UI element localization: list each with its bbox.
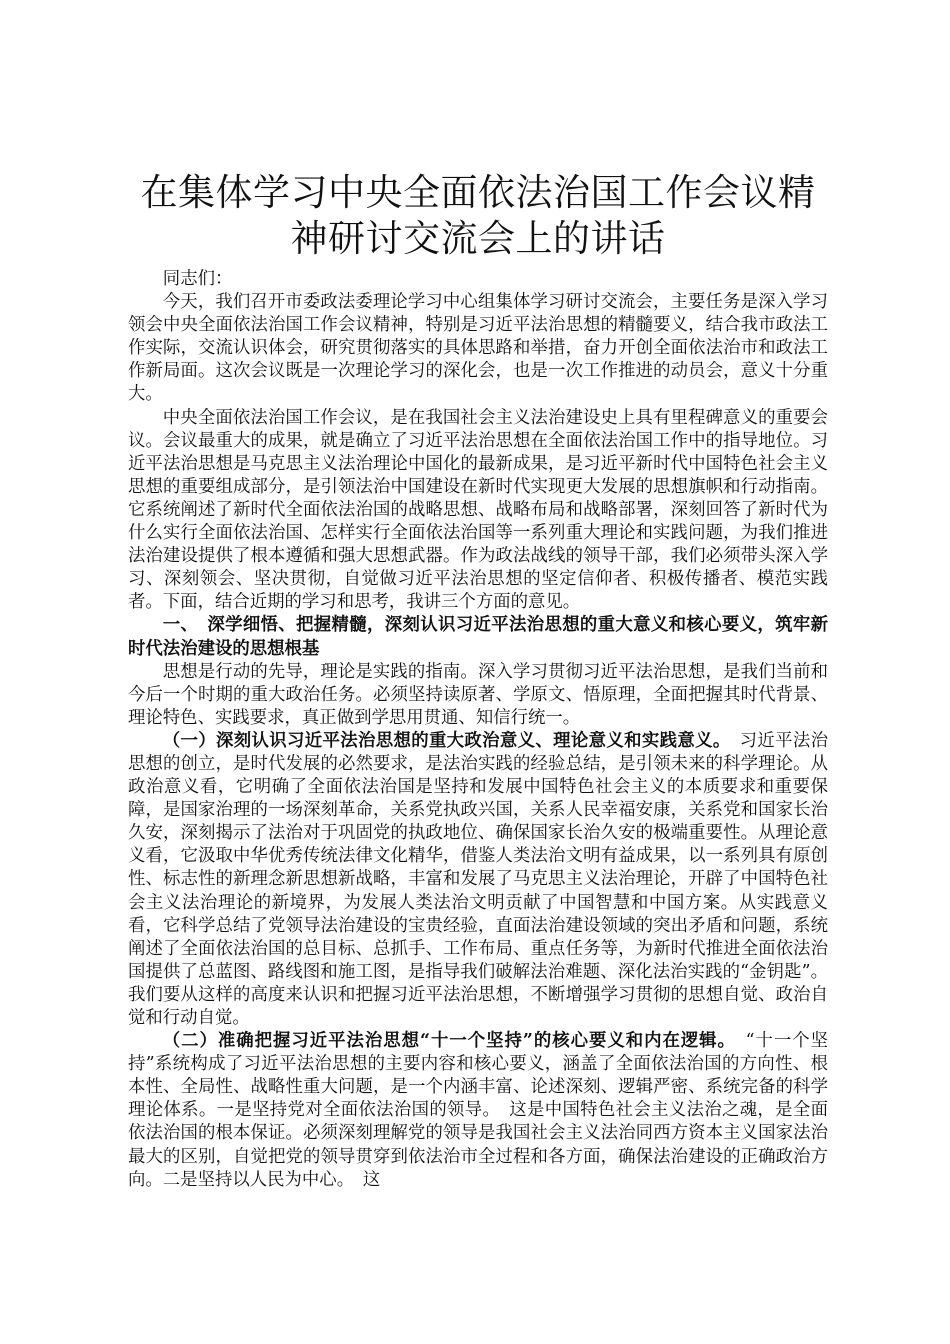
paragraph-thought-guide: 思想是行动的先导，理论是实践的指南。深入学习贯彻习近平法治思想，是我们当前和今后一个时期的重大政治任务。必须坚持读原著、学原文、悟原理，全面把握其时代背景、理论特色、实践要求，真正做到学思用贯通、知信行统一。 (128, 661, 828, 728)
subsection-heading-2: （二）准确把握习近平法治思想“十一个坚持”的核心要义和内在逻辑。 (162, 1031, 728, 1052)
document-page (128, 170, 828, 1192)
document-title: 在集体学习中央全面依法治国工作会议精神研讨交流会上的讲话 (140, 171, 816, 260)
subsection-text-2: “十一个坚持”系统构成了习近平法治思想的主要内容和核心要义，涵盖了全面依法治国的方向性、根本性、全局性、战略性重大问题，是一个内涵丰富、论述深刻、逻辑严密、系统完备的科学理论体系。一是坚持党对全面依法治国的领导。 这是中国特色社会主义法治之魂，是全面依法治国的根本保证。必须深刻理解党的领导是我国社会主义法治同西方资本主义国家法治最大的区别，自觉把党的领导贯穿到依法治市全过程和各方面，确保法治建设的正确政治方向。二是坚持以人民为中心。 这 (128, 1031, 828, 1190)
section-heading-1: 一、 深学细悟、把握精髓，深刻认识习近平法治思想的重大意义和核心要义，筑牢新时代法治建设的思想根基 (128, 615, 828, 659)
paragraph-subsection-1 (128, 730, 828, 1030)
greeting: 同志们： (162, 269, 233, 289)
document-body (128, 268, 828, 1192)
subsection-heading-1: （一）深刻认识习近平法治思想的重大政治意义、理论意义和实践意义。 (162, 730, 722, 751)
paragraph-conference-significance: 中央全面依法治国工作会议，是在我国社会主义法治建设史上具有里程碑意义的重要会议。会议最重大的成果，就是确立了习近平法治思想在全面依法治国工作中的指导地位。习近平法治思想是马克思主义法治理论中国化的最新成果，是习近平新时代中国特色社会主义思想的重要组成部分，是引领法治中国建设在新时代实现更大发展的思想旗帜和行动指南。它系统阐述了新时代全面依法治国的战略思想、战略布局和战略部署，深刻回答了新时代为什么实行全面依法治国、怎样实行全面依法治国等一系列重大理论和实践问题，为我们推进法治建设提供了根本遵循和强大思想武器。作为政法战线的领导干部，我们必须带头深入学习、深刻领会、坚决贯彻，自觉做习近平法治思想的坚定信仰者、积极传播者、模范实践者。下面，结合近期的学习和思考，我讲三个方面的意见。 (128, 407, 828, 613)
subsection-text-1: 习近平法治思想的创立，是时代发展的必然要求，是法治实践的经验总结，是引领未来的科学理论。从政治意义看，它明确了全面依法治国是坚持和发展中国特色社会主义的本质要求和重要保障，是国家治理的一场深刻革命，关系党执政兴国，关系人民幸福安康，关系党和国家长治久安，深刻揭示了法治对于巩固党的执政地位、确保国家长治久安的极端重要性。从理论意义看，它汲取中华优秀传统法律文化精华，借鉴人类法治文明有益成果，以一系列具有原创性、标志性的新理念新思想新战略，丰富和发展了马克思主义法治理论，开辟了中国特色社会主义法治理论的新境界，为发展人类法治文明贡献了中国智慧和中国方案。从实践意义看，它科学总结了党领导法治建设的宝贵经验，直面法治建设领域的突出矛盾和问题，系统阐述了全面依法治国的总目标、总抓手、工作布局、重点任务等，为新时代推进全面依法治国提供了总蓝图、路线图和施工图，是指导我们破解法治难题、深化法治实践的“金钥匙”。我们要从这样的高度来认识和把握习近平法治思想，不断增强学习贯彻的思想自觉、政治自觉和行动自觉。 (128, 730, 828, 1028)
paragraph-subsection-2 (128, 1030, 828, 1192)
paragraph-opening: 今天，我们召开市委政法委理论学习中心组集体学习研讨交流会，主要任务是深入学习领会中央全面依法治国工作会议精神，特别是习近平法治思想的精髓要义，结合我市政法工作实际，交流认识体会，研究贯彻落实的具体思路和举措，奋力开创全面依法治市和政法工作新局面。这次会议既是一次理论学习的深化会，也是一次工作推进的动员会，意义十分重大。 (128, 292, 828, 405)
